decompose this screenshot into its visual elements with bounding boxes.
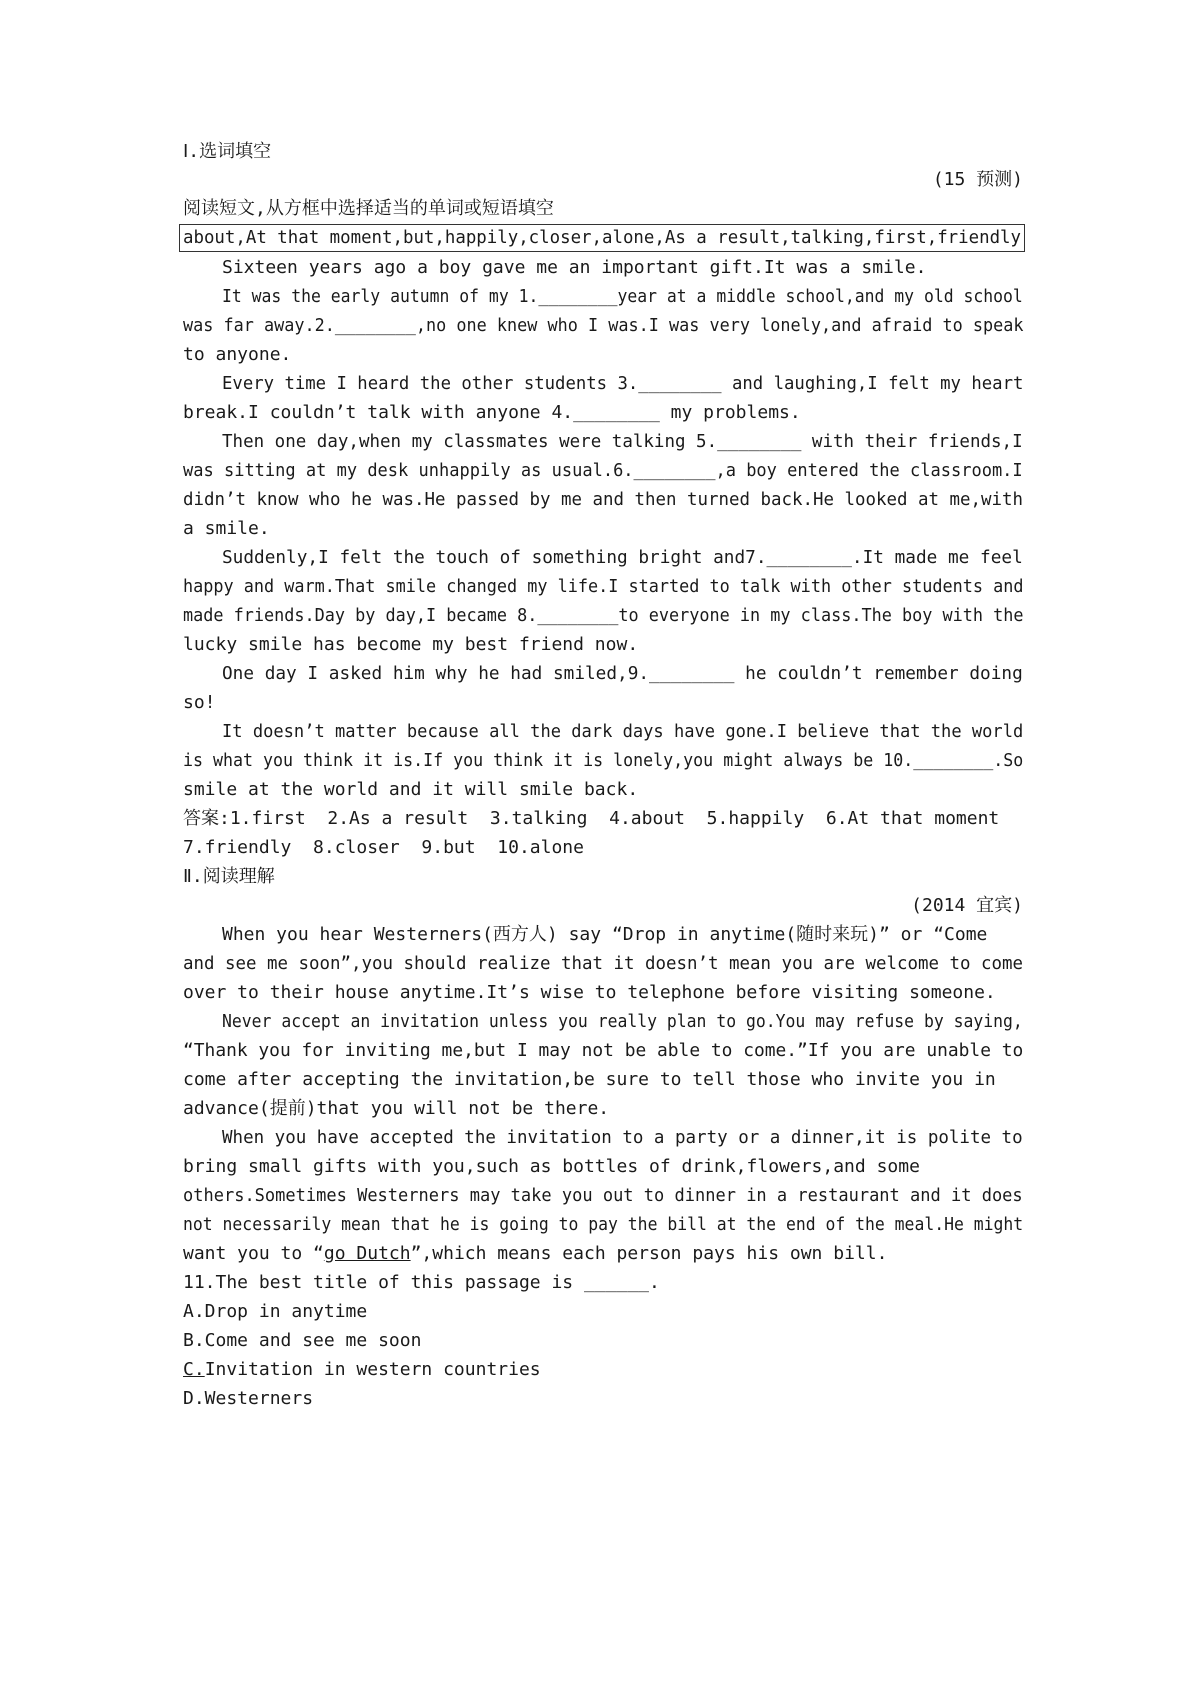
p1-line: Suddenly,I felt the touch of something bright and7.________.It made me feel — [222, 547, 1023, 568]
p1-line: happy and warm.That smile changed my life.I started to talk with other students and — [183, 576, 1024, 597]
p2-line-last — [183, 1242, 887, 1266]
p1-line: Then one day,when my classmates were talking 5.________ with their friends,I — [222, 431, 1023, 452]
p1-line: was far away.2.________,no one knew who I was.I was very lonely,and afraid to speak — [183, 315, 1024, 336]
p2-line: and see me soon”,you should realize that it doesn’t mean you are welcome to come — [183, 953, 1023, 974]
p1-line: a smile. — [183, 518, 270, 539]
p2-text: want you to “ — [183, 1243, 324, 1264]
section1-source: (15 预测) — [932, 169, 1023, 190]
p1-line: One day I asked him why he had smiled,9.________ he couldn’t remember doing — [222, 663, 1023, 684]
p2-text: ”,which means each person pays his own bill. — [410, 1243, 888, 1264]
p1-line: break.I couldn’t talk with anyone 4.________ my problems. — [183, 402, 801, 423]
p1-line: smile at the world and it will smile back. — [183, 779, 639, 800]
option-c-letter: C. — [183, 1359, 205, 1380]
p1-line: so! — [183, 692, 216, 713]
word-box-text: about,At that moment,but,happily,closer,alone,As a result,talking,first,friendly — [183, 227, 1021, 248]
p1-line: Every time I heard the other students 3.________ and laughing,I felt my heart — [222, 373, 1024, 394]
p1-line: didn’t know who he was.He passed by me and then turned back.He looked at me,with — [183, 489, 1023, 510]
word-box — [179, 224, 1025, 252]
p1-line: Sixteen years ago a boy gave me an important gift.It was a smile. — [222, 257, 927, 278]
p1-line: is what you think it is.If you think it is lonely,you might always be 10.________.So — [183, 750, 1024, 771]
section1-instruction: 阅读短文,从方框中选择适当的单词或短语填空 — [183, 198, 554, 219]
p1-line: It was the early autumn of my 1.________year at a middle school,and my old school — [222, 286, 1023, 307]
p2-line: come after accepting the invitation,be sure to tell those who invite you in — [183, 1069, 996, 1090]
section2-source: (2014 宜宾) — [911, 895, 1023, 916]
option-c — [183, 1358, 541, 1382]
p2-line: bring small gifts with you,such as bottles of drink,flowers,and some — [183, 1156, 920, 1177]
p2-line: others.Sometimes Westerners may take you out to dinner in a restaurant and it does — [183, 1185, 1023, 1206]
option-a: A.Drop in anytime — [183, 1301, 368, 1322]
section2-title: Ⅱ.阅读理解 — [183, 866, 275, 887]
option-c-text: Invitation in western countries — [204, 1359, 541, 1380]
p2-line: When you hear Westerners(西方人) say “Drop in anytime(随时来玩)” or “Come — [222, 924, 988, 945]
p2-line: When you have accepted the invitation to a party or a dinner,it is polite to — [222, 1127, 1023, 1148]
option-b: B.Come and see me soon — [183, 1330, 422, 1351]
p1-line: It doesn’t matter because all the dark days have gone.I believe that the world — [222, 721, 1024, 742]
p1-line: lucky smile has become my best friend now. — [183, 634, 639, 655]
answer-line: 答案:1.first 2.As a result 3.talking 4.about 5.happily 6.At that moment — [183, 808, 1000, 829]
p2-line: Never accept an invitation unless you really plan to go.You may refuse by saying, — [222, 1011, 1023, 1032]
p1-line: made friends.Day by day,I became 8.________to everyone in my class.The boy with the — [183, 605, 1024, 626]
section1-title: Ⅰ.选词填空 — [183, 141, 272, 162]
option-d: D.Westerners — [183, 1388, 314, 1409]
go-dutch-phrase: go Dutch — [323, 1243, 411, 1264]
p2-line: not necessarily mean that he is going to pay the bill at the end of the meal.He might — [183, 1214, 1024, 1235]
question-11: 11.The best title of this passage is ______. — [183, 1272, 660, 1293]
p1-line: was sitting at my desk unhappily as usual.6.________,a boy entered the classroom.I — [183, 460, 1023, 481]
p2-line: advance(提前)that you will not be there. — [183, 1098, 610, 1119]
answer-line: 7.friendly 8.closer 9.but 10.alone — [183, 837, 584, 858]
p2-line: “Thank you for inviting me,but I may not be able to come.”If you are unable to — [183, 1040, 1024, 1061]
p2-line: over to their house anytime.It’s wise to telephone before visiting someone. — [183, 982, 996, 1003]
p1-line: to anyone. — [183, 344, 292, 365]
